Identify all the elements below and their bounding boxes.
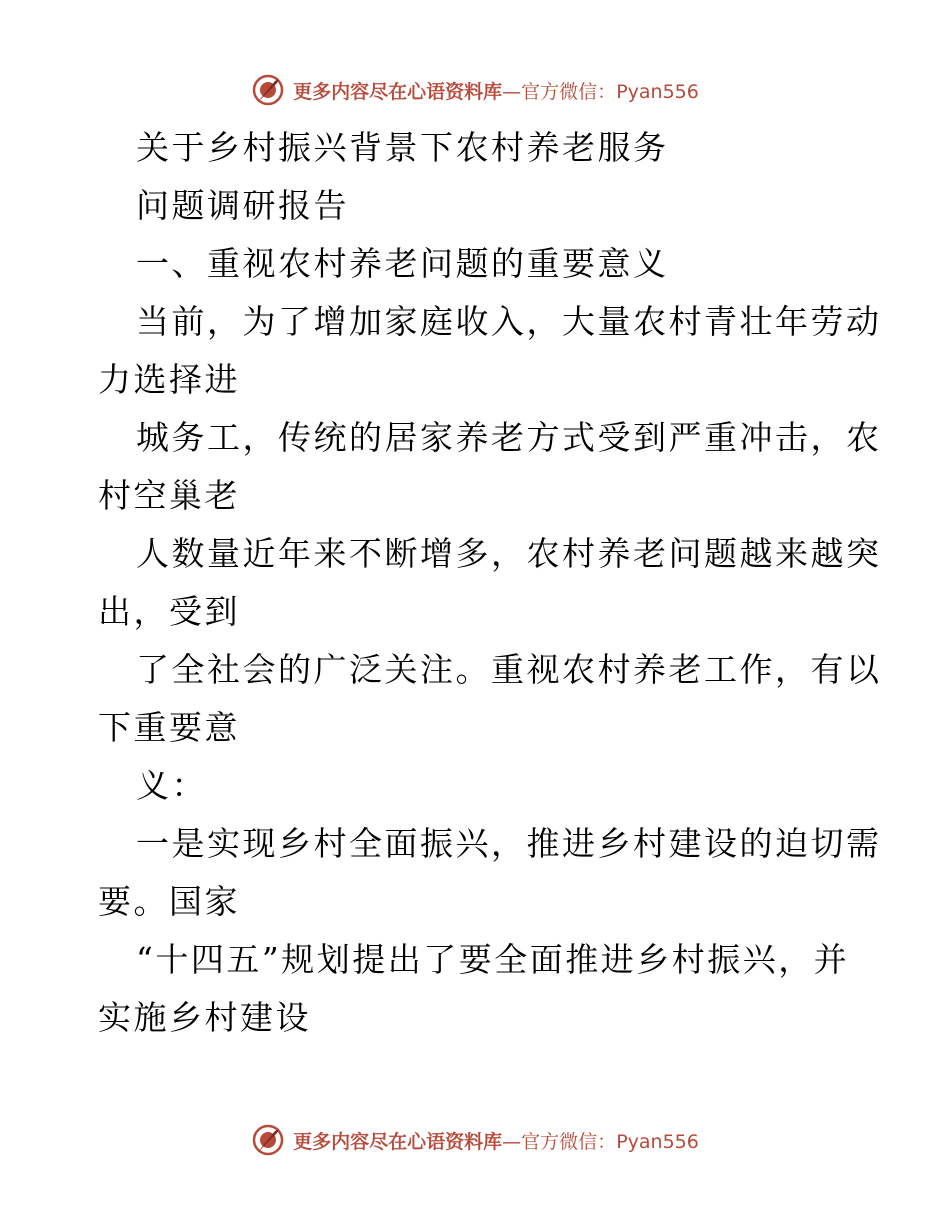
paragraph-line: 实施乡村建设 xyxy=(98,998,311,1037)
paragraph-line: 人数量近年来不断增多，农村养老问题越来越突 xyxy=(136,534,882,573)
paragraph-line: “十四五”规划提出了要全面推进乡村振兴，并 xyxy=(136,940,850,979)
footer-watermark-banner xyxy=(0,1120,950,1160)
paragraph-line: 当前，为了增加家庭收入，大量农村青壮年劳动 xyxy=(136,302,882,341)
paragraph-line: 了全社会的广泛关注。重视农村养老工作，有以 xyxy=(136,650,882,689)
quill-logo-icon xyxy=(251,73,285,107)
banner-wechat-label: 官方微信： xyxy=(521,1130,617,1153)
quill-logo-icon xyxy=(251,1123,285,1157)
banner-main-text: 更多内容尽在心语资料库 xyxy=(293,80,503,103)
paragraph-line: 力选择进 xyxy=(98,360,240,399)
paragraph-line: 村空巢老 xyxy=(98,476,240,515)
header-watermark-banner xyxy=(0,70,950,110)
paragraph-line: 要。国家 xyxy=(98,882,240,921)
doc-title-line-1: 关于乡村振兴背景下农村养老服务 xyxy=(136,128,669,167)
banner-wechat-label: 官方微信： xyxy=(521,80,617,103)
paragraph-line: 义： xyxy=(136,766,207,805)
banner-wechat-id: Pyan556 xyxy=(616,1130,699,1153)
section-heading: 一、重视农村养老问题的重要意义 xyxy=(136,244,669,283)
paragraph-line: 城务工，传统的居家养老方式受到严重冲击，农 xyxy=(136,418,882,457)
paragraph-line: 一是实现乡村全面振兴，推进乡村建设的迫切需 xyxy=(136,824,882,863)
banner-dash: — xyxy=(502,1130,522,1153)
banner-dash: — xyxy=(502,80,522,103)
banner-wechat-id: Pyan556 xyxy=(616,80,699,103)
paragraph-line: 下重要意 xyxy=(98,708,240,747)
banner-main-text: 更多内容尽在心语资料库 xyxy=(293,1130,503,1153)
paragraph-line: 出，受到 xyxy=(98,592,240,631)
doc-title-line-2: 问题调研报告 xyxy=(136,186,349,225)
